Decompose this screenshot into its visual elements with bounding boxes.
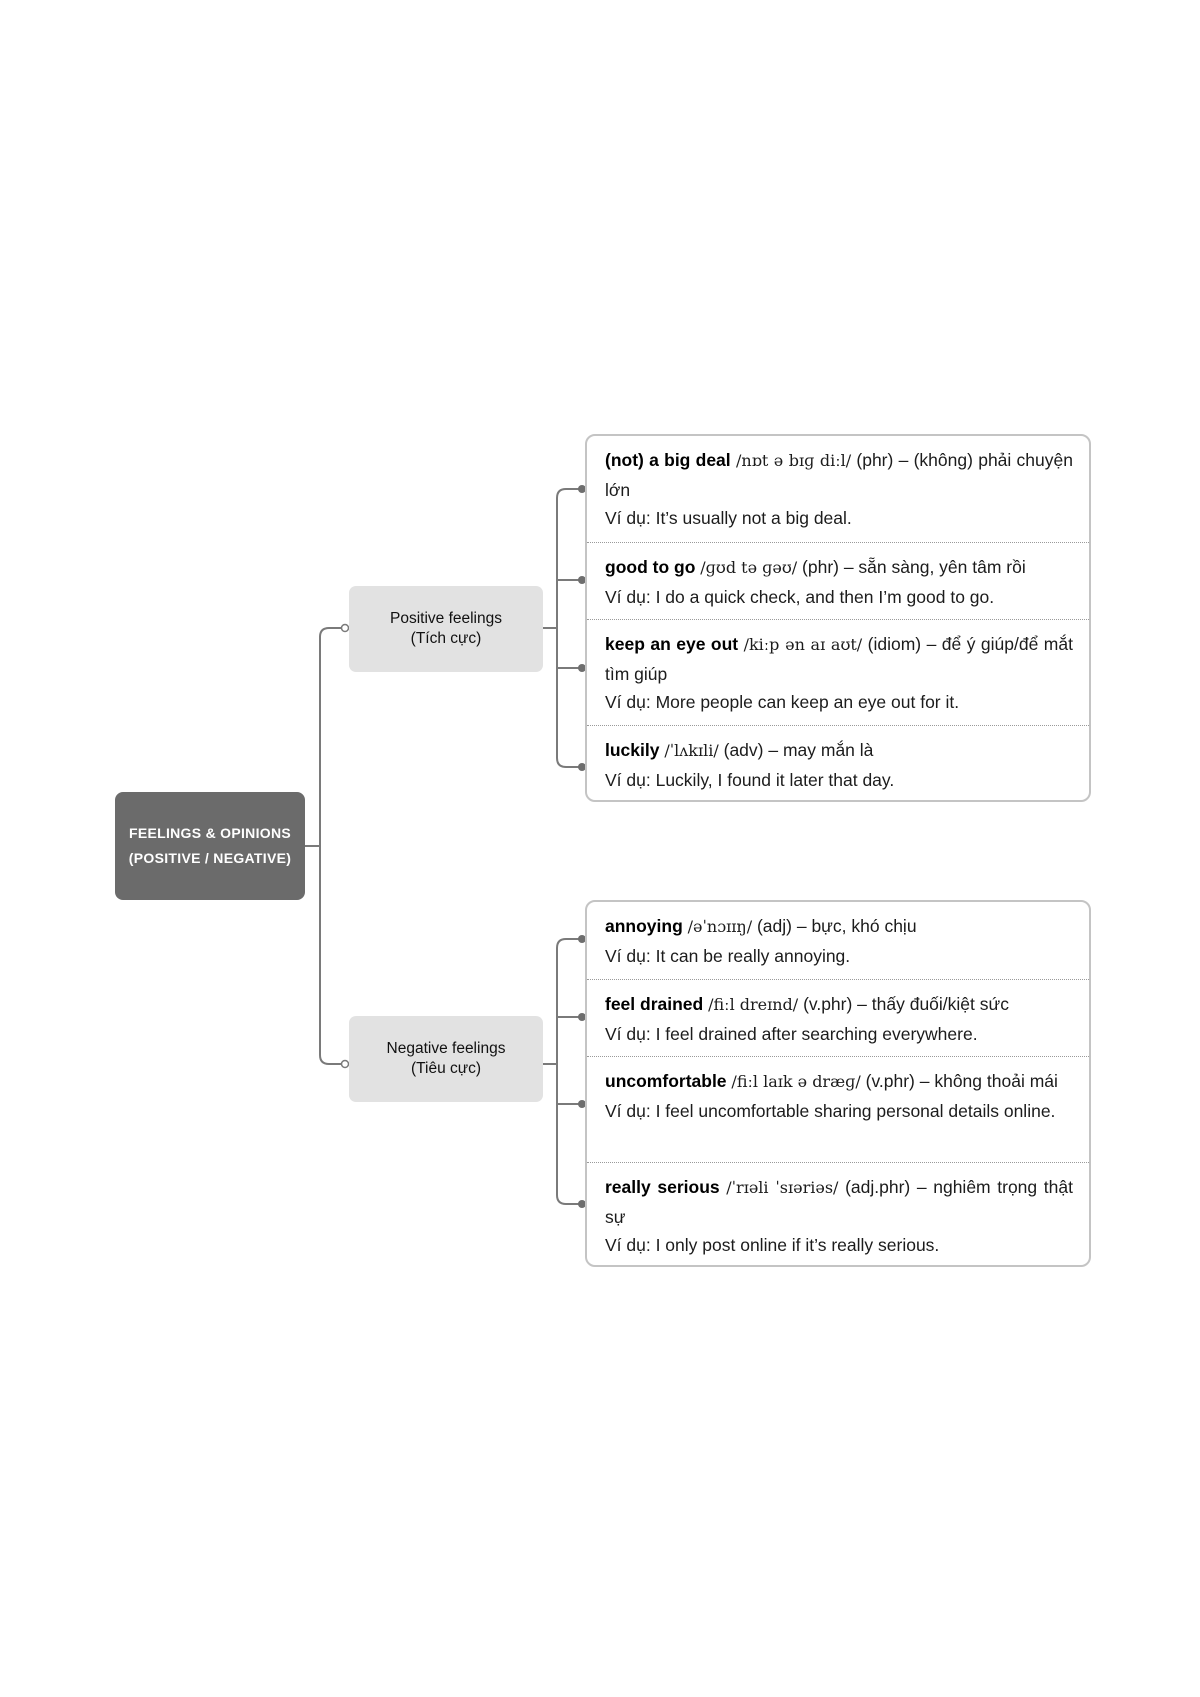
negative-category-title: Negative feelings [386,1040,506,1057]
positive-category-subtitle: (Tích cực) [410,630,482,647]
vocab-term: uncomfortable [605,1071,727,1091]
vocab-term: really serious [605,1177,720,1197]
positive-vocab-panel [585,434,1091,802]
vocab-entry [587,979,1089,1048]
vocab-definition: (v.phr) – không thoải mái [865,1071,1058,1091]
vocab-ipa: /əˈnɔɪɪŋ/ [687,917,753,936]
negative-category-node [349,1016,543,1102]
vocab-example: Ví dụ: I feel uncomfortable sharing personal details online. [605,1100,1056,1121]
vocab-definition: (v.phr) – thấy đuối/kiệt sức [803,994,1009,1014]
vocab-example: Ví dụ: It can be really annoying. [605,945,851,966]
vocab-definition: (adj) – bực, khó chịu [756,916,917,936]
root-node [115,792,305,900]
positive-category-node [349,586,543,672]
vocab-entry [587,1162,1089,1260]
vocab-example: Ví dụ: More people can keep an eye out for it. [605,692,960,712]
vocab-definition: (phr) – (không) phải chuyện lớn [605,450,1073,500]
vocab-definition: (adj.phr) – nghiêm trọng thật sự [605,1177,1073,1227]
negative-category-subtitle: (Tiêu cực) [410,1060,482,1077]
vocab-definition: (idiom) – để ý giúp/để mắt tìm giúp [605,634,1073,684]
vocab-ipa: /ˈrɪəli ˈsɪəriəs/ [726,1178,839,1197]
vocab-entry [587,619,1089,717]
vocab-ipa: /ˈlʌkɪli/ [664,741,719,760]
vocab-term: feel drained [605,994,704,1014]
vocab-entry [587,542,1089,611]
vocab-term: keep an eye out [605,634,739,654]
vocab-example: Ví dụ: I only post online if it’s really serious. [605,1235,940,1255]
vocab-term: annoying [605,916,683,936]
vocab-entry [587,912,1089,970]
negative-vocab-panel [585,900,1091,1267]
root-branch-positive [320,628,345,846]
vocab-ipa: /nɒt ə bɪɡ diːl/ [735,451,852,470]
node-dot [342,1061,349,1068]
vocab-ipa: /kiːp ən aɪ aʊt/ [743,635,863,654]
vocab-entry [587,1056,1089,1125]
negative-bracket [557,939,582,1204]
vocab-ipa: /ɡʊd tə ɡəʊ/ [700,558,798,577]
vocab-ipa: /fiːl dreɪnd/ [708,995,799,1014]
node-dot [342,625,349,632]
vocab-entry [587,446,1089,533]
vocab-term: good to go [605,557,696,577]
positive-category-title: Positive feelings [389,610,502,627]
vocab-example: Ví dụ: I feel drained after searching everywhere. [605,1023,978,1044]
vocab-example: Ví dụ: I do a quick check, and then I’m good to go. [605,586,995,607]
vocab-entry [587,725,1089,794]
root-title-line2: (POSITIVE / NEGATIVE) [128,850,292,866]
vocab-definition: (phr) – sẵn sàng, yên tâm rồi [802,557,1026,577]
positive-bracket [557,489,582,767]
vocab-definition: (adv) – may mắn là [723,740,874,760]
root-branch-negative [320,846,345,1064]
vocab-term: luckily [605,740,660,760]
root-title-line1: FEELINGS & OPINIONS [128,825,292,841]
vocab-example: Ví dụ: It’s usually not a big deal. [605,508,852,528]
vocab-example: Ví dụ: Luckily, I found it later that day. [605,769,895,790]
vocab-ipa: /fiːl laɪk ə dræɡ/ [731,1072,861,1091]
vocab-term: (not) a big deal [605,450,731,470]
